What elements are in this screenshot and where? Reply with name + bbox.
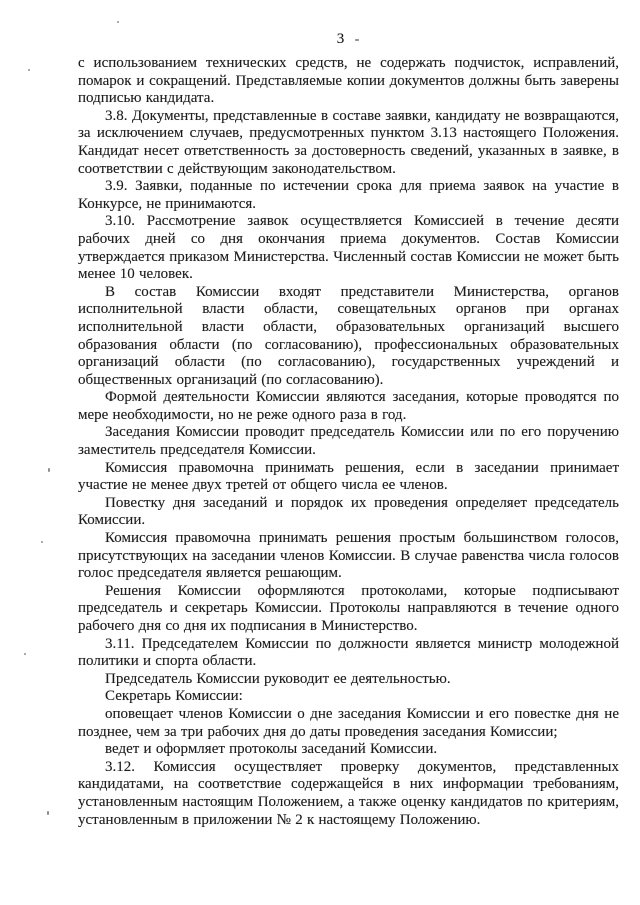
para-voting-majority: Комиссия правомочна принимать решения простым большинством голосов, присутствующих на заседании членов Комиссии. В случае равенства числа голосов голос председателя является решающим.: [78, 530, 619, 582]
para-continuation: с использованием технических средств, не содержать подчисток, исправлений, помарок и сокращений. Представляемые копии документов должны быть заверены подписью кандидата.: [78, 55, 619, 107]
scan-speck: [28, 69, 30, 71]
scan-speck: [48, 468, 50, 472]
para-secretary-heading: Секретарь Комиссии:: [105, 688, 243, 705]
para-meetings-chair: Заседания Комиссии проводит председатель Комиссии или по его поручению заместитель председателя Комиссии.: [78, 424, 619, 459]
para-commission-members: В состав Комиссии входят представители Министерства, органов исполнительной власти области, совещательных органов при органах исполнительной власти области, образовательных организаций высшего образования области (по согласованию), профессиональных образовательных организаций области (по согласованию), государственных учреждений и общественных организаций (по согласованию).: [78, 283, 619, 388]
clause-3-8: 3.8. Документы, представленные в составе заявки, кандидату не возвращаются, за исключением случаев, предусмотренных пунктом 3.13 настоящего Положения. Кандидат несет ответственность за достоверность сведений, указанных в заявке, в соответствии с действующим законодательством.: [78, 107, 619, 177]
clause-3-10: 3.10. Рассмотрение заявок осуществляется Комиссией в течение десяти рабочих дней со дня окончания приема документов. Состав Комиссии утверждается приказом Министерства. Численный состав Комиссии не может быть менее 10 человек.: [78, 213, 619, 283]
clause-3-11: 3.11. Председателем Комиссии по должности является министр молодежной политики и спорта области.: [78, 635, 619, 670]
scan-speck: [117, 21, 119, 23]
clause-3-12: 3.12. Комиссия осуществляет проверку документов, представленных кандидатами, на соответствие содержащейся в них информации требованиям, установленным настоящим Положением, а также оценку кандидатов по критериям, установленным в приложении № 2 к настоящему Положению.: [78, 758, 619, 828]
scan-speck: [355, 39, 359, 41]
scan-speck: [24, 653, 26, 655]
document-body: [78, 55, 619, 829]
scan-speck: [47, 811, 49, 815]
para-agenda: Повестку дня заседаний и порядок их проведения определяет председатель Комиссии.: [78, 494, 619, 529]
para-secretary-notifies: оповещает членов Комиссии о дне заседания Комиссии и его повестке дня не позднее, чем за три рабочих дня до даты проведения заседания Комиссии;: [78, 705, 619, 740]
scan-speck: [41, 541, 43, 543]
para-quorum: Комиссия правомочна принимать решения, если в заседании принимает участие не менее двух третей от общего числа ее членов.: [78, 459, 619, 494]
clause-3-9: 3.9. Заявки, поданные по истечении срока для приема заявок на участие в Конкурсе, не принимаются.: [78, 178, 619, 212]
para-secretary-keeps-protocols: ведет и оформляет протоколы заседаний Комиссии.: [105, 741, 438, 758]
para-protocols: Решения Комиссии оформляются протоколами, которые подписывают председатель и секретарь Комиссии. Протоколы направляются в течение одного рабочего дня со дня их подписания в Министерство.: [78, 582, 619, 634]
para-meetings-frequency: Формой деятельности Комиссии являются заседания, которые проводятся по мере необходимости, но не реже одного раза в год.: [78, 389, 619, 423]
page-number: 3: [336, 31, 345, 47]
para-chair-duties: Председатель Комиссии руководит ее деятельностью.: [105, 670, 451, 687]
